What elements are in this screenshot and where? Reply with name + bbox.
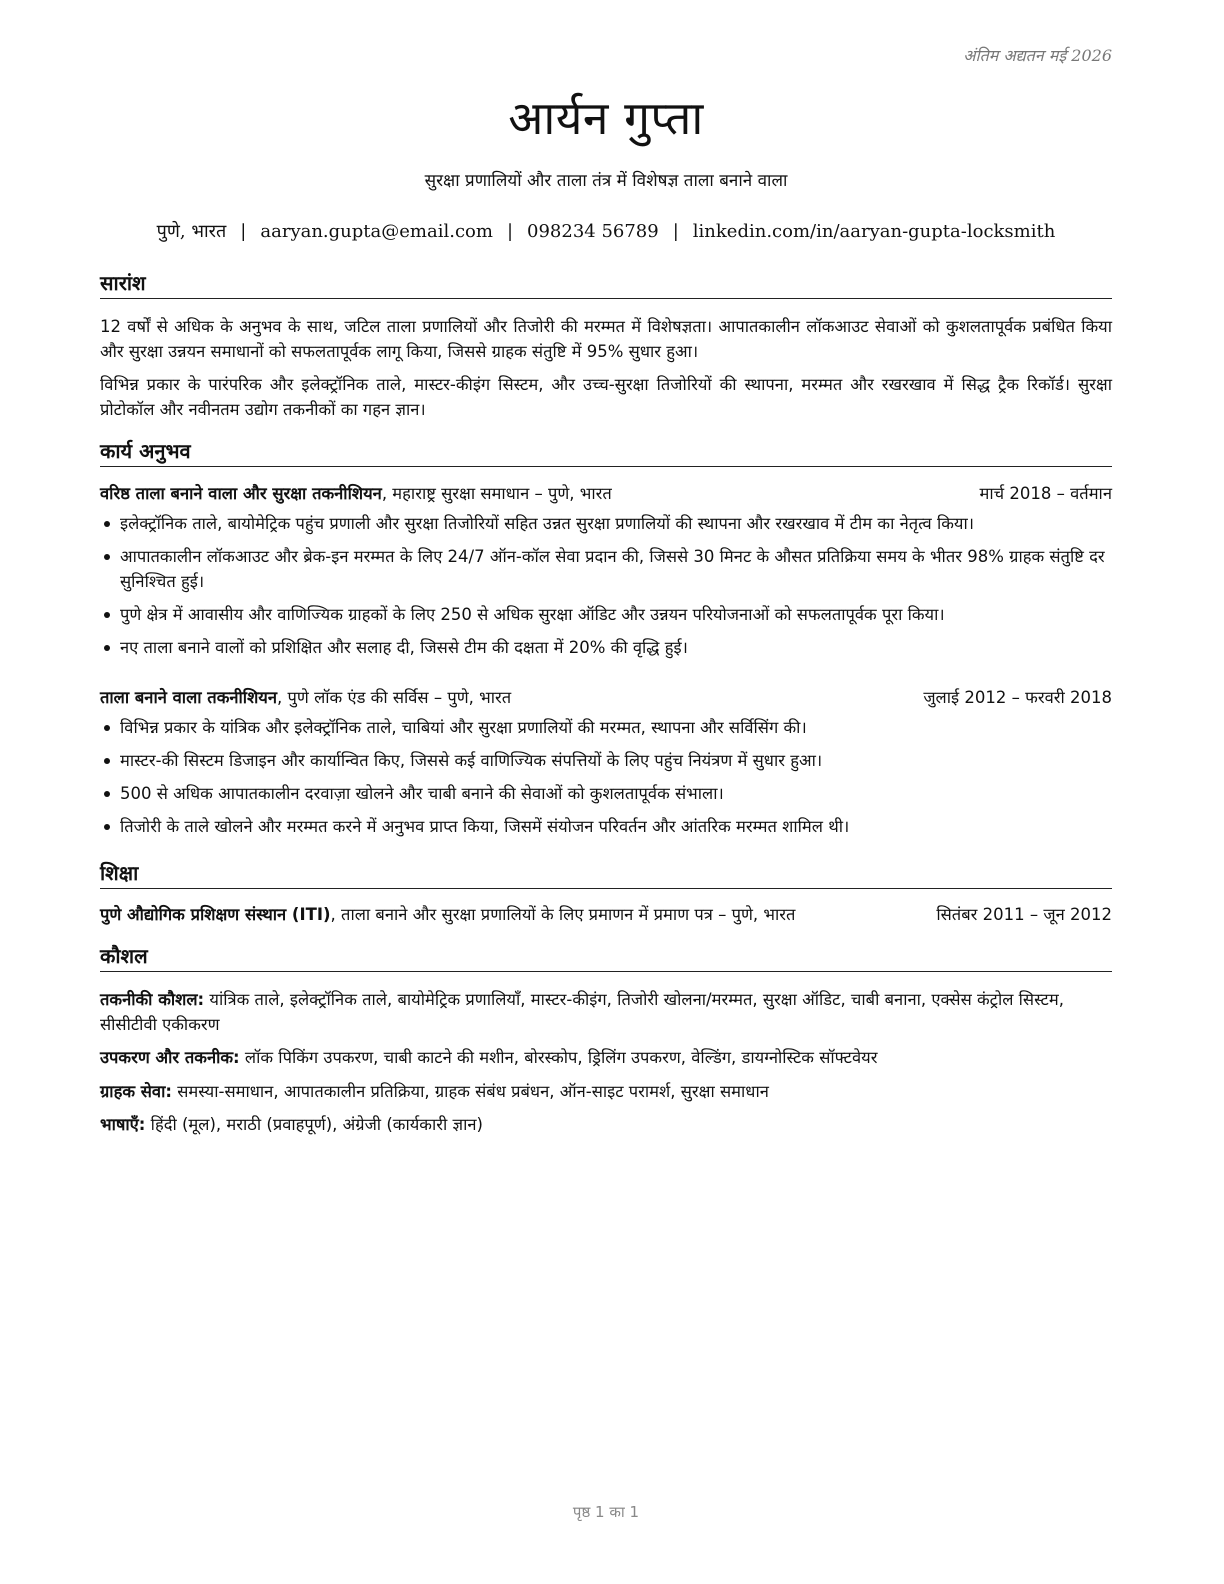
- last-updated: अंतिम अद्यतन मई 2026: [963, 46, 1112, 65]
- job-bullet: तिजोरी के ताले खोलने और मरम्मत करने में अनुभव प्राप्त किया, जिसमें संयोजन परिवर्तन और आंतरिक मरम्मत शामिल थी।: [120, 814, 1112, 839]
- education-dates: सितंबर 2011 – जून 2012: [936, 905, 1112, 924]
- skill-row: [100, 987, 1112, 1037]
- job-bullet: 500 से अधिक आपातकालीन दरवाज़ा खोलने और चाबी बनाने की सेवाओं को कुशलतापूर्वक संभाला।: [120, 781, 1112, 806]
- job-header: [100, 482, 1112, 506]
- skill-value: लॉक पिकिंग उपकरण, चाबी काटने की मशीन, बोरस्कोप, ड्रिलिंग उपकरण, वेल्डिंग, डायग्नोस्टिक सॉफ्टवेयर: [239, 1048, 878, 1067]
- resume-page: [100, 0, 1112, 1584]
- summary-paragraph-2: विभिन्न प्रकार के पारंपरिक और इलेक्ट्रॉनिक ताले, मास्टर-कीइंग सिस्टम, और उच्च-सुरक्षा तिजोरियों की स्थापना, मरम्मत और रखरखाव में सिद्ध ट्रैक रिकॉर्ड। सुरक्षा प्रोटोकॉल और नवीनतम उद्योग तकनीकों का गहन ज्ञान।: [100, 375, 1112, 419]
- skill-label: ग्राहक सेवा:: [100, 1082, 172, 1101]
- job-organization: , महाराष्ट्र सुरक्षा समाधान – पुणे, भारत: [381, 484, 612, 503]
- contact-separator: |: [506, 221, 514, 242]
- skill-row: [100, 1079, 1112, 1104]
- skill-label: उपकरण और तकनीक:: [100, 1048, 240, 1067]
- skill-label: तकनीकी कौशल:: [100, 990, 205, 1009]
- education-entry: [100, 903, 1112, 927]
- summary-paragraph-1: 12 वर्षों से अधिक के अनुभव के साथ, जटिल ताला प्रणालियों और तिजोरी की मरम्मत में विशेषज्ञता। आपातकालीन लॉकआउट सेवाओं को कुशलतापूर्वक प्रबंधित किया और सुरक्षा उन्नयन समाधानों को सफलतापूर्वक लागू किया, जिससे ग्राहक संतुष्टि में 95% सुधार हुआ।: [100, 317, 1112, 361]
- skill-value: समस्या-समाधान, आपातकालीन प्रतिक्रिया, ग्राहक संबंध प्रबंधन, ऑन-साइट परामर्श, सुरक्षा समाधान: [171, 1082, 769, 1101]
- job-bullet: पुणे क्षेत्र में आवासीय और वाणिज्यिक ग्राहकों के लिए 250 से अधिक सुरक्षा ऑडिट और उन्नयन परियोजनाओं को सफलतापूर्वक पूरा किया।: [120, 602, 1112, 627]
- skill-value: हिंदी (मूल), मराठी (प्रवाहपूर्ण), अंग्रेजी (कार्यकारी ज्ञान): [145, 1115, 483, 1134]
- contact-email[interactable]: aaryan.gupta@email.com: [260, 221, 493, 242]
- job-dates: मार्च 2018 – वर्तमान: [979, 484, 1112, 503]
- contact-linkedin[interactable]: linkedin.com/in/aaryan-gupta-locksmith: [692, 221, 1056, 242]
- experience-heading: कार्य अनुभव: [100, 438, 1112, 467]
- candidate-subtitle: सुरक्षा प्रणालियों और ताला तंत्र में विशेषज्ञ ताला बनाने वाला: [424, 171, 788, 191]
- job-bullet: विभिन्न प्रकार के यांत्रिक और इलेक्ट्रॉनिक ताले, चाबियां और सुरक्षा प्रणालियों की मरम्मत, स्थापना और सर्विसिंग की।: [120, 715, 1112, 740]
- education-detail: , ताला बनाने और सुरक्षा प्रणालियों के लिए प्रमाणन में प्रमाण पत्र – पुणे, भारत: [330, 905, 796, 924]
- contact-separator: |: [672, 221, 679, 242]
- job-bullet: नए ताला बनाने वालों को प्रशिक्षित और सलाह दी, जिससे टीम की दक्षता में 20% की वृद्धि हुई।: [120, 635, 1112, 660]
- job-bullet: आपातकालीन लॉकआउट और ब्रेक-इन मरम्मत के लिए 24/7 ऑन-कॉल सेवा प्रदान की, जिससे 30 मिनट के औसत प्रतिक्रिया समय के भीतर 98% ग्राहक संतुष्टि दर सुनिश्चित हुई।: [120, 544, 1112, 594]
- page-number: पृष्ठ 1 का 1: [572, 1503, 640, 1521]
- job-bullet: इलेक्ट्रॉनिक ताले, बायोमेट्रिक पहुंच प्रणाली और सुरक्षा तिजोरियों सहित उन्नत सुरक्षा प्रणालियों की स्थापना और रखरखाव में टीम का नेतृत्व किया।: [120, 511, 1112, 536]
- education-institution: पुणे औद्योगिक प्रशिक्षण संस्थान (ITI): [100, 905, 331, 924]
- skill-value: यांत्रिक ताले, इलेक्ट्रॉनिक ताले, बायोमेट्रिक प्रणालियाँ, मास्टर-कीइंग, तिजोरी खोलना/मरम्मत, सुरक्षा ऑडिट, चाबी बनाना, एक्सेस कंट्रोल सिस्टम, सीसीटीवी एकीकरण: [100, 990, 1064, 1034]
- candidate-name: आर्यन गुप्ता: [508, 91, 704, 145]
- contact-phone[interactable]: 098234 56789: [527, 221, 659, 242]
- skill-label: भाषाएँ:: [100, 1115, 146, 1134]
- contact-location: पुणे, भारत: [156, 221, 227, 242]
- job-title: ताला बनाने वाला तकनीशियन: [100, 688, 278, 707]
- skills-heading: कौशल: [100, 943, 1112, 972]
- contact-line: [100, 219, 1112, 243]
- job-header: [100, 686, 1112, 710]
- education-heading: शिक्षा: [100, 860, 1112, 889]
- summary-heading: सारांश: [100, 270, 1112, 299]
- skill-row: [100, 1045, 1112, 1070]
- job-title: वरिष्ठ ताला बनाने वाला और सुरक्षा तकनीशियन: [100, 484, 382, 503]
- job-dates: जुलाई 2012 – फरवरी 2018: [923, 688, 1112, 707]
- contact-separator: |: [240, 221, 247, 242]
- job-organization: , पुणे लॉक एंड की सर्विस – पुणे, भारत: [277, 688, 512, 707]
- job-bullet: मास्टर-की सिस्टम डिजाइन और कार्यान्वित किए, जिससे कई वाणिज्यिक संपत्तियों के लिए पहुंच नियंत्रण में सुधार हुआ।: [120, 748, 1112, 773]
- skill-row: [100, 1112, 1112, 1137]
- job-bullets: [100, 511, 1112, 668]
- job-bullets: [100, 715, 1112, 847]
